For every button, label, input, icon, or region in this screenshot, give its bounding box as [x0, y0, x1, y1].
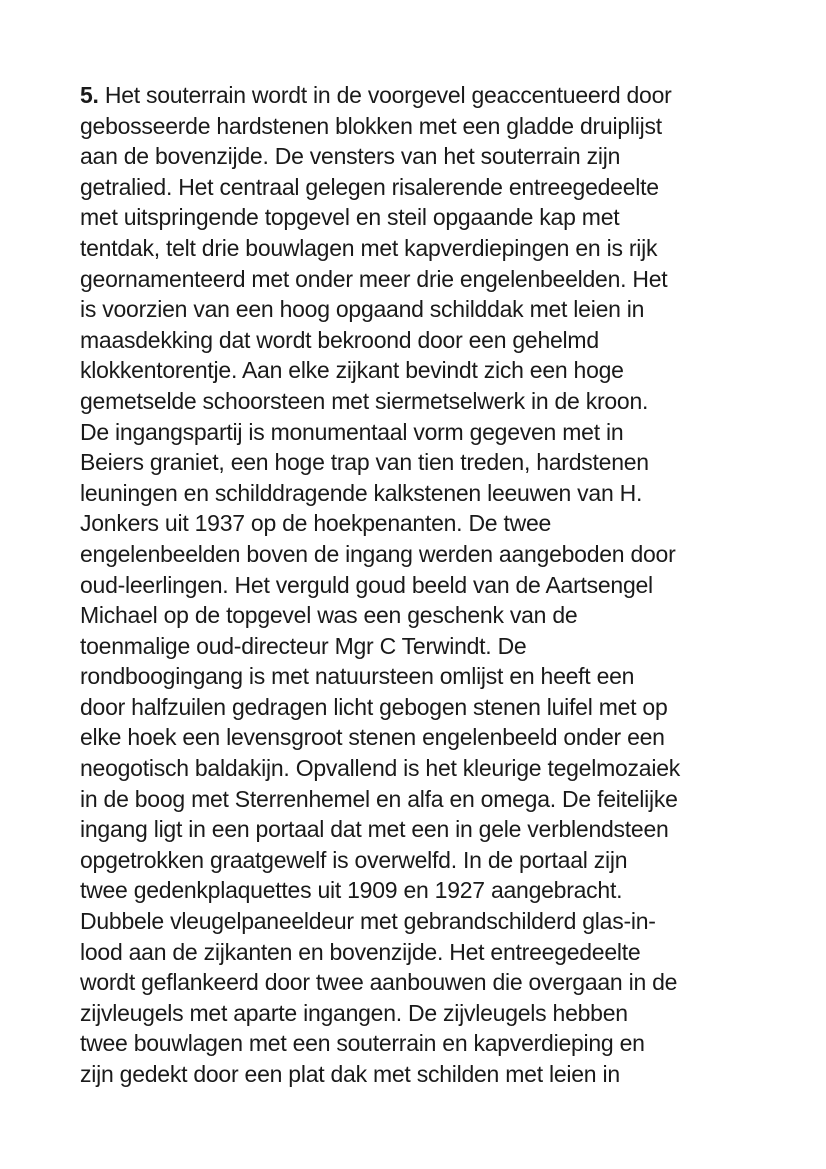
paragraph-line: leuningen en schilddragende kalkstenen leeuwen van H. [80, 479, 643, 506]
paragraph-line: aan de bovenzijde. De vensters van het souterrain zijn [80, 143, 621, 170]
paragraph-line: neogotisch baldakijn. Opvallend is het kleurige tegelmozaiek [80, 755, 680, 782]
paragraph-line: klokkentorentje. Aan elke zijkant bevindt zich een hoge [80, 357, 624, 384]
paragraph-line: getralied. Het centraal gelegen risalerende entreegedeelte [80, 173, 659, 200]
paragraph-line: zijvleugels met aparte ingangen. De zijvleugels hebben [80, 999, 628, 1026]
paragraph-line: Michael op de topgevel was een geschenk van de [80, 602, 578, 629]
paragraph-line: gemetselde schoorsteen met siermetselwerk in de kroon. [80, 387, 649, 414]
paragraph-line: opgetrokken graatgewelf is overwelfd. In de portaal zijn [80, 846, 628, 873]
paragraph-number: 5. [80, 82, 99, 108]
paragraph-first-line [80, 80, 760, 111]
paragraph-line: ingang ligt in een portaal dat met een in gele verblendsteen [80, 816, 669, 843]
paragraph-line: in de boog met Sterrenhemel en alfa en omega. De feitelijke [80, 785, 678, 812]
paragraph-line: Dubbele vleugelpaneeldeur met gebrandschilderd glas-in- [80, 908, 656, 935]
paragraph-line: Jonkers uit 1937 op de hoekpenanten. De twee [80, 510, 552, 537]
paragraph-line: twee bouwlagen met een souterrain en kapverdieping en [80, 1030, 645, 1057]
paragraph-line: wordt geflankeerd door twee aanbouwen die overgaan in de [80, 969, 678, 996]
paragraph-line: oud-leerlingen. Het verguld goud beeld van de Aartsengel [80, 571, 653, 598]
paragraph-line: Het souterrain wordt in de voorgevel geaccentueerd door [98, 82, 672, 108]
paragraph-line: door halfzuilen gedragen licht gebogen stenen luifel met op [80, 693, 668, 720]
paragraph-line: toenmalige oud-directeur Mgr C Terwindt. De [80, 632, 527, 659]
paragraph-line: met uitspringende topgevel en steil opgaande kap met [80, 204, 620, 231]
paragraph-line: Beiers graniet, een hoge trap van tien treden, hardstenen [80, 449, 649, 476]
paragraph-line: gebosseerde hardstenen blokken met een gladde druiplijst [80, 112, 662, 139]
paragraph-line: is voorzien van een hoog opgaand schilddak met leien in [80, 296, 645, 323]
paragraph-line: zijn gedekt door een plat dak met schilden met leien in [80, 1061, 620, 1087]
paragraph-line: engelenbeelden boven de ingang werden aangeboden door [80, 540, 676, 567]
paragraph-line: maasdekking dat wordt bekroond door een gehelmd [80, 326, 599, 353]
document-page [80, 80, 760, 1090]
paragraph-line: twee gedenkplaquettes uit 1909 en 1927 aangebracht. [80, 877, 623, 904]
paragraph-line: elke hoek een levensgroot stenen engelenbeeld onder een [80, 724, 665, 751]
paragraph-line: lood aan de zijkanten en bovenzijde. Het entreegedeelte [80, 938, 641, 965]
paragraph-line: rondboogingang is met natuursteen omlijst en heeft een [80, 663, 635, 690]
paragraph-line: tentdak, telt drie bouwlagen met kapverdiepingen en is rijk [80, 234, 658, 261]
paragraph-line: geornamenteerd met onder meer drie engelenbeelden. Het [80, 265, 668, 292]
paragraph-line: De ingangspartij is monumentaal vorm gegeven met in [80, 418, 624, 445]
